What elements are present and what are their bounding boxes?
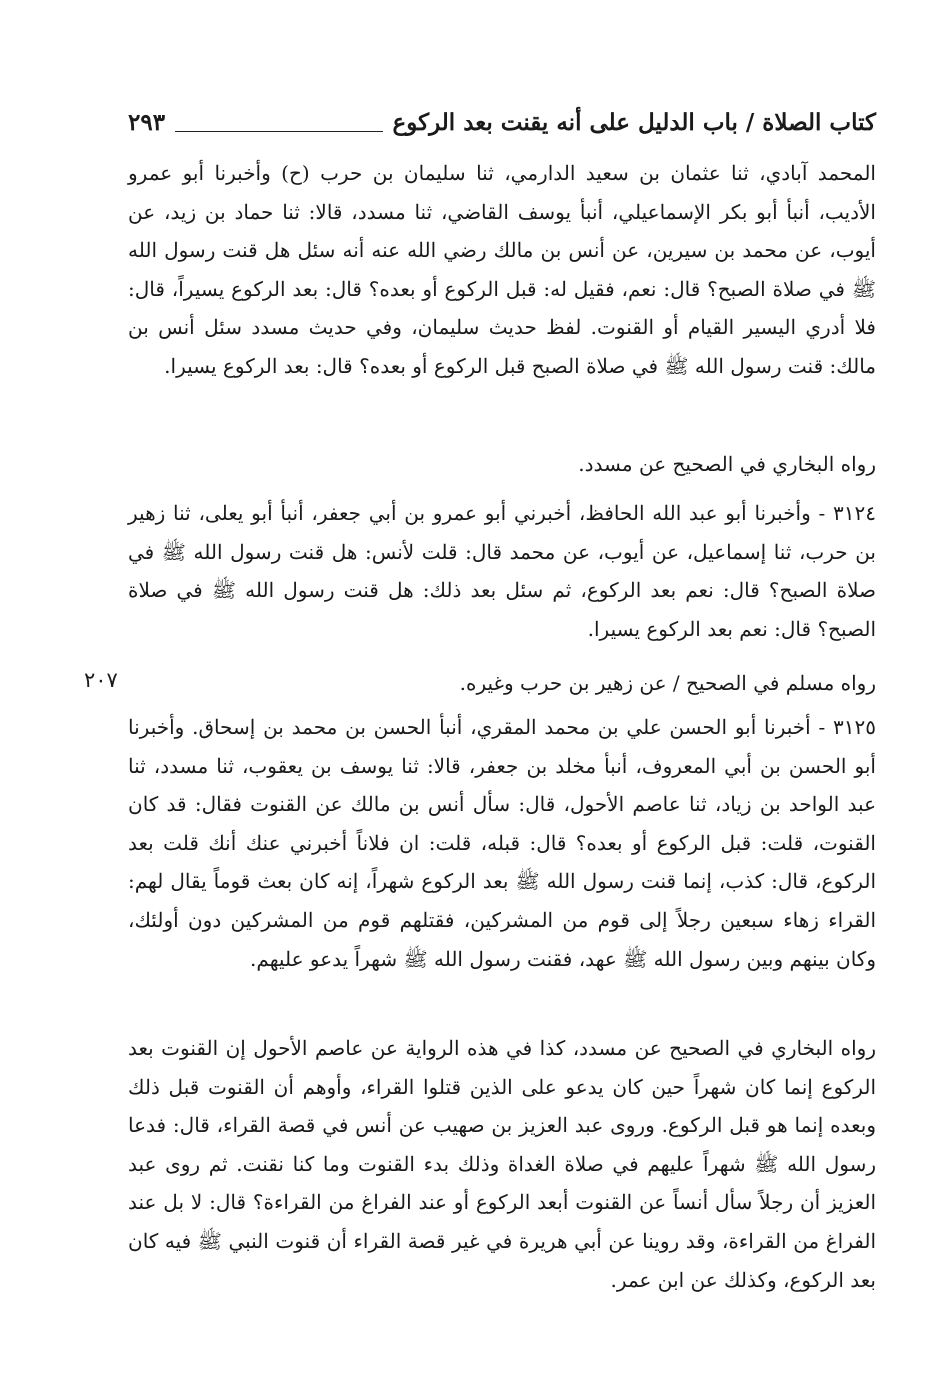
paragraph-hadith-3125: ٣١٢٥ - أخبرنا أبو الحسن علي بن محمد المقري، أنبأ الحسن بن محمد بن إسحاق. وأخبرنا أبو الحسن بن أبي المعروف، أنبأ مخلد بن جعفر، قالا: ثنا يوسف بن يعقوب، ثنا مسدد، ثنا عبد الواحد بن زياد، ثنا عاصم الأحول، قال: سأل أنس بن مالك عن القنوت فقال: قد كان القنوت، قلت: قبل الركوع أو بعده؟ قال: قبله، قلت: ان فلاناً أخبرني عنك أنك قلت بعد الركوع، قال: كذب، إنما قنت رسول الله ﷺ بعد الركوع شهراً، إنه كان بعث قوماً يقال لهم: القراء زهاء سبعين رجلاً إلى قوم من المشركين، فقتلهم قوم من المشركين دون أولئك، وكان بينهم وبين رسول الله ﷺ عهد، فقنت رسول الله ﷺ شهراً يدعو عليهم.: [128, 715, 876, 971]
header-rule: [175, 131, 382, 132]
running-title: كتاب الصلاة / باب الدليل على أنه يقنت بعد الركوع: [392, 109, 876, 136]
page-header: [128, 100, 876, 140]
paragraph-muslim-note: رواه مسلم في الصحيح / عن زهير بن حرب وغيره.: [459, 671, 876, 695]
page-number: ٢٩٣: [128, 109, 166, 136]
paragraph-bukhari-note-1: رواه البخاري في الصحيح عن مسدد.: [578, 452, 876, 476]
margin-page-reference: ٢٠٧: [84, 668, 118, 692]
paragraph-hadith-3124: ٣١٢٤ - وأخبرنا أبو عبد الله الحافظ، أخبرني أبو عمرو بن أبي جعفر، أنبأ أبو يعلى، ثنا زهير بن حرب، ثنا إسماعيل، عن أيوب، عن محمد قال: قلت لأنس: هل قنت رسول الله ﷺ في صلاة الصبح؟ قال: نعم بعد الركوع، ثم سئل بعد ذلك: هل قنت رسول الله ﷺ في صلاة الصبح؟ قال: نعم بعد الركوع يسيرا.: [128, 501, 876, 641]
paragraph-bukhari-commentary: رواه البخاري في الصحيح عن مسدد، كذا في هذه الرواية عن عاصم الأحول إن القنوت بعد الركوع إنما كان شهراً حين كان يدعو على الذين قتلوا القراء، وأوهم أن القنوت قبل ذلك وبعده إنما هو قبل الركوع. وروى عبد العزيز بن صهيب عن أنس في قصة القراء، قال: فدعا رسول الله ﷺ شهراً عليهم في صلاة الغداة وذلك بدء القنوت وما كنا نقنت. ثم روى عبد العزيز أن رجلاً سأل أنساً عن القنوت أبعد الركوع أو عند الفراغ من القراءة؟ قال: لا بل عند الفراغ من القراءة، وقد روينا عن أبي هريرة في غير قصة القراء أن قنوت النبي ﷺ فيه كان بعد الركوع، وكذلك عن ابن عمر.: [128, 1036, 876, 1292]
paragraph-isnad-continuation: المحمد آبادي، ثنا عثمان بن سعيد الدارمي، ثنا سليمان بن حرب (ح) وأخبرنا أبو عمرو الأديب، أنبأ أبو بكر الإسماعيلي، أنبأ يوسف القاضي، ثنا مسدد، قالا: ثنا حماد بن زيد، عن أيوب، عن محمد بن سيرين، عن أنس بن مالك رضي الله عنه أنه سئل هل قنت رسول الله ﷺ في صلاة الصبح؟ قال: نعم، فقيل له: قبل الركوع أو بعده؟ قال: بعد الركوع يسيراً، قال: فلا أدري اليسير القيام أو القنوت. لفظ حديث سليمان، وفي حديث مسدد سئل أنس بن مالك: قنت رسول الله ﷺ في صلاة الصبح قبل الركوع أو بعده؟ قال: بعد الركوع يسيرا.: [128, 161, 876, 378]
